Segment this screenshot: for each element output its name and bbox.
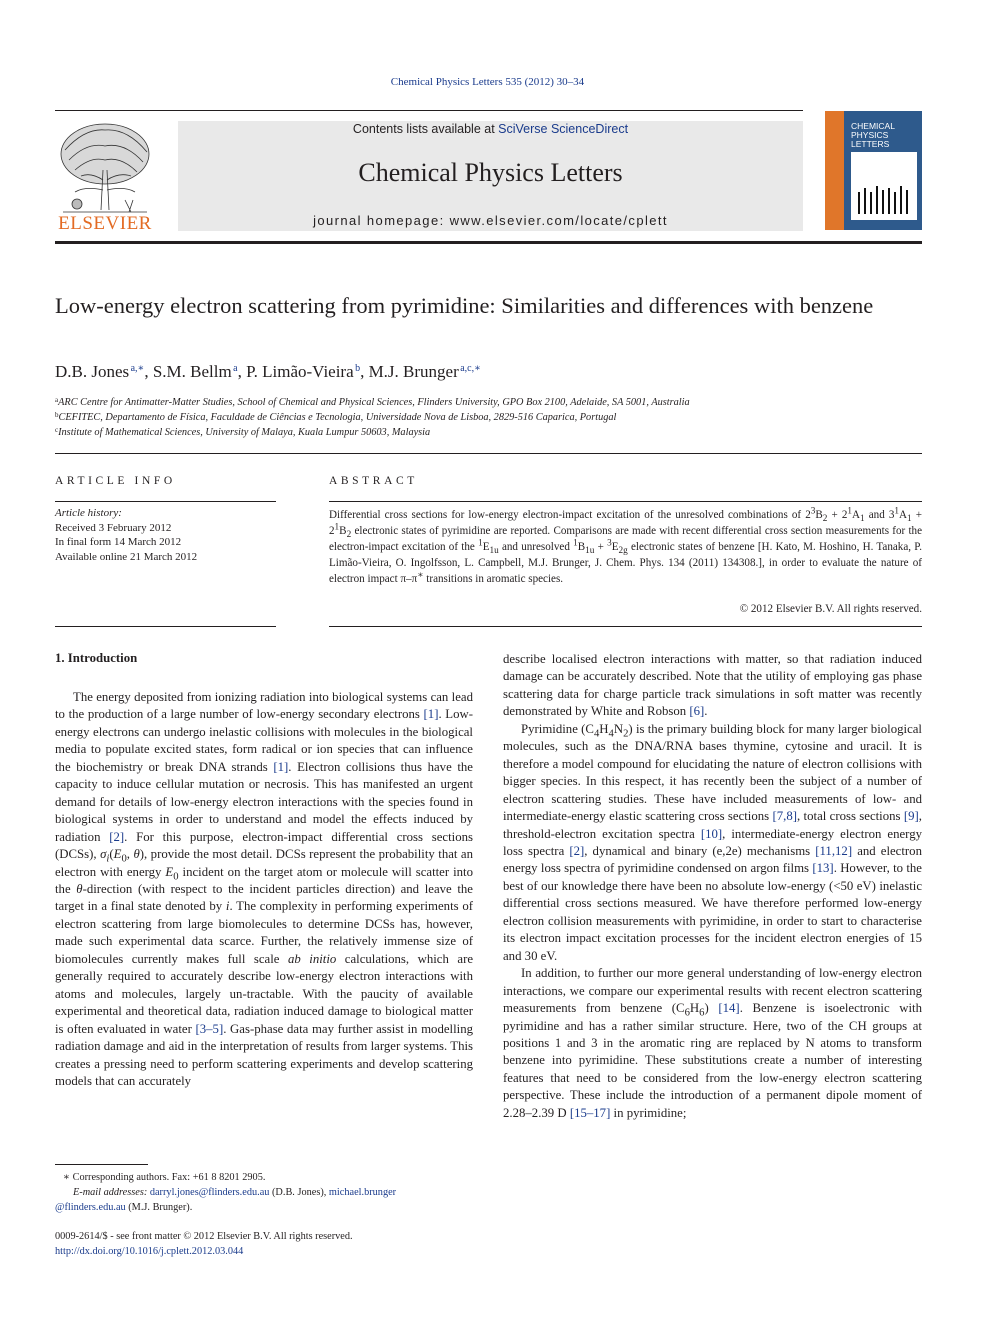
- contents-line: [178, 121, 803, 137]
- cover-stripe: [825, 111, 844, 230]
- author-affiliation-marker[interactable]: a,c,∗: [460, 363, 481, 374]
- email-link-jones[interactable]: darryl.jones@flinders.edu.au: [149, 1187, 270, 1198]
- journal-homepage[interactable]: journal homepage: www.elsevier.com/locate/cplett: [313, 213, 668, 228]
- cover-word: CHEMICAL: [851, 121, 895, 131]
- email-link-brunger-domain[interactable]: @flinders.edu.au: [55, 1202, 126, 1213]
- email-owner: (M.J. Brunger).: [128, 1202, 193, 1213]
- journal-title: Chemical Physics Letters: [358, 158, 623, 187]
- section-heading-introduction: 1. Introduction: [55, 651, 138, 665]
- affiliation-text: Institute of Mathematical Sciences, University of Malaya, Kuala Lumpur 50603, Malaysia: [58, 427, 431, 438]
- sciencedirect-link[interactable]: SciVerse ScienceDirect: [498, 122, 629, 136]
- email-owner: (D.B. Jones),: [272, 1187, 327, 1198]
- affiliation-text: CEFITEC, Departamento de Física, Faculdade de Ciências e Tecnologia, Universidade Nova de Lisboa, 2829-516 Caparica, Portugal: [58, 412, 617, 423]
- author-affiliation-marker[interactable]: a,∗: [130, 363, 145, 374]
- affiliation-item: [55, 410, 690, 425]
- abstract-rule: [329, 501, 922, 502]
- affiliation-key: c: [55, 426, 59, 434]
- final-form-date: In final form 14 March 2012: [55, 536, 182, 548]
- affiliation-text: ARC Centre for Antimatter-Matter Studies, School of Chemical and Physical Sciences, Flinders University, GPO Box 2100, Adelaide, SA 5001, Australia: [58, 397, 690, 408]
- affiliation-key: a: [55, 396, 59, 404]
- affiliation-item: [55, 425, 690, 440]
- received-date: Received 3 February 2012: [55, 521, 172, 534]
- body-paragraph: Pyrimidine $(C_4H_4N_2)$ is the primary building block for many larger biological molecules, such as the DNA/RNA bases thymine, cytosine and uracil. It is therefore a model compound for elucidating the nature of electron collisions with bigger species. In this respect, it has recently been the subject of a number of electron scattering studies. These have included measurements of low- and intermediate-energy elastic scattering cross sections [7,8], total cross sections [9], threshold-electron excitation spectra [10], intermediate-energy electron energy loss spectra [2], dynamical and binary (e,2e) mechanisms [11,12] and electron energy loss spectra of pyrimidine condensed on argon films [13]. However, to the best of our knowledge there have been no absolute low-energy (<50 eV) inelastic differential cross sections measured. We have therefore performed low-energy electron collision measurements with pyrimidine, in order to start to characterise its electron impact excitation processes for the incident electron energies of 15 and 30 eV.: [503, 721, 922, 963]
- affiliation-key: b: [55, 411, 59, 419]
- body-column-right: [503, 651, 922, 1122]
- footnote-rule: [55, 1164, 148, 1165]
- journal-reference[interactable]: Chemical Physics Letters 535 (2012) 30–34: [390, 76, 585, 88]
- abstract-heading: ABSTRACT: [329, 475, 418, 487]
- issn-block: [55, 1230, 353, 1259]
- journal-cover[interactable]: [825, 111, 922, 230]
- author-name: P. Limão-Vieira: [246, 362, 354, 381]
- abstract-text: Differential cross sections for low-energy electron-impact excitation of the unresolved combinations of $2^3B_2 + 2^1A_1$ and $3^1A_1 + 2^1B_2$ electronic states of pyrimidine are reported. Comparisons are made with recent differential cross section measurements for the electron-impact excitation of the $^1E_{1u}$ and unresolved $^1B_{1u} + ^3E_{2g}$ electronic states of benzene [H. Kato, M. Hoshino, H. Tanaka, P. Limão-Vieira, O. Ingolfsson, L. Campbell, M.J. Brunger, J. Chem. Phys. 134 (2011) 134308.], in order to evaluate the nature of electron impact π–π∗ transitions in aromatic species.: [329, 506, 923, 585]
- affiliations-rule: [55, 453, 922, 454]
- author-affiliation-marker[interactable]: b: [355, 363, 361, 374]
- author-name: S.M. Bellm: [152, 362, 232, 381]
- article-info-rule: [55, 501, 276, 502]
- affiliations: [55, 395, 690, 440]
- body-paragraph: In addition, to further our more general understanding of low-energy electron interactions, we compare our experimental results with recent electron scattering measurements from benzene $(C_6H_6)$ [14]. Benzene is isoelectronic with pyrimidine and has a rather similar structure. Here, two of the CH groups at positions 1 and 3 in the aromatic ring are replaced by N atoms to transform benzene into pyrimidine. These substitutions create a number of interesting features that need to be considered from the low-energy electron scattering perspective. These include the introduction of a permanent dipole moment of 2.28–2.39 D [15–17] in pyrimidine;: [503, 966, 922, 1120]
- email-line: [55, 1185, 473, 1200]
- cover-title: [851, 122, 895, 149]
- doi-link[interactable]: http://dx.doi.org/10.1016/j.cplett.2012.03.044: [55, 1245, 244, 1257]
- article-info-bottom-rule: [55, 626, 276, 627]
- author-affiliation-marker[interactable]: a: [233, 363, 238, 374]
- article-title: Low-energy electron scattering from pyrimidine: Similarities and differences with benzene: [55, 293, 874, 318]
- affiliation-item: [55, 395, 690, 410]
- corresponding-author-note: ∗ Corresponding authors. Fax: +61 8 8201 2905.: [63, 1172, 266, 1183]
- header-rule: [55, 110, 803, 111]
- author-name: D.B. Jones: [55, 362, 130, 381]
- abstract-bottom-rule: [329, 626, 922, 627]
- article-info-heading: ARTICLE INFO: [55, 475, 176, 487]
- email-link-brunger[interactable]: michael.brunger: [328, 1187, 397, 1198]
- body-paragraph: The energy deposited from ionizing radiation into biological systems can lead to the production of a large number of low-energy secondary electrons [1]. Low-energy electrons can undergo inelastic collisions with molecules in the biological media to populate excited states, form radical or ion species that can influence the biochemistry or break DNA strands [1]. Electron collisions thus have the capacity to induce cellular mutation or necrosis. This has manifested an urgent demand for details of low-energy electron interactions with the species found in biological systems in order to understand and model the effects induced by radiation [2]. For this purpose, electron-impact differential cross sections (DCSs), $\sigma_i(E_0$, θ), provide the most detail. DCSs represent the probability that an electron with energy $E_0$ incident on the target atom or molecule will scatter into the θ-direction (with respect to the incident particles direction) and leave the target in a final state denoted by i. The complexity in performing experiments of electron scattering from large biomolecules to determine DCSs has, however, made such experimental data scarce. Further, the relatively immense size of biomolecules currently makes full scale ab initio calculations, which are generally required to accurately describe low-energy electron interactions with atoms and molecules, largely un-tractable. With the paucity of available experimental and theoretical data, radiation induced damage to biological matter is often evaluated in water [3–5]. Gas-phase data may further assist in modelling radiation damage and aid in the interpretation of results from larger systems. This creates a pressing need to perform scattering experiments and develop scattering models that can accurately: [55, 690, 474, 1088]
- elsevier-wordmark: ELSEVIER: [58, 213, 152, 234]
- history-label: Article history:: [55, 507, 122, 519]
- author-list: D.B. Jones $^{a,∗}$, S.M. Bellm $^a$, P. Limão-Vieira $^b$, M.J. Brunger $^{a,c,∗}$: [55, 362, 481, 381]
- article-history: [55, 506, 197, 564]
- contents-prefix: Contents lists available at: [352, 122, 499, 136]
- author-name: M.J. Brunger: [368, 362, 459, 381]
- online-date: Available online 21 March 2012: [55, 550, 198, 563]
- masthead-rule: [55, 241, 922, 244]
- abstract-copyright: © 2012 Elsevier B.V. All rights reserved.: [739, 603, 922, 615]
- cover-word: LETTERS: [851, 139, 890, 149]
- email-label: E-mail addresses:: [73, 1187, 148, 1198]
- cover-figure: [851, 152, 917, 220]
- email-line-continued: [55, 1200, 473, 1215]
- journal-masthead: [178, 121, 803, 231]
- issn-line: 0009-2614/$ - see front matter © 2012 Elsevier B.V. All rights reserved.: [55, 1231, 353, 1242]
- body-paragraph: describe localised electron interactions with matter, so that radiation induced damage can be accurately described. Note that the utility of employing gas phase scattering data for charge particle track simulations in soft matter was recently demonstrated by White and Robson [6].: [503, 652, 922, 719]
- footnote: [55, 1170, 473, 1215]
- body-column-left: [55, 689, 473, 1090]
- cover-word: PHYSICS: [851, 130, 889, 140]
